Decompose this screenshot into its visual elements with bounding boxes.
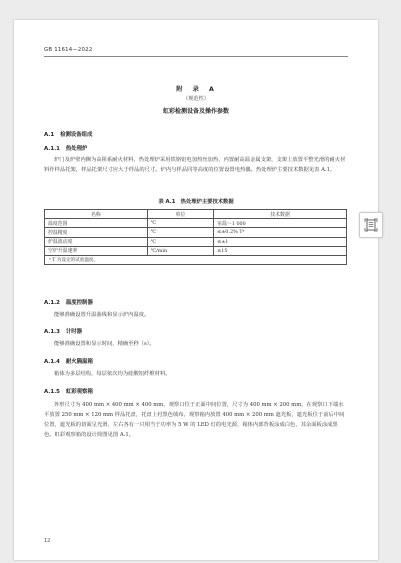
column-header: 单位 — [147, 210, 213, 219]
table-caption: 表 A.1 热处理炉主要技术数据 — [158, 199, 234, 205]
table-row — [45, 237, 347, 246]
section-number: A.1.4 — [44, 359, 60, 365]
paragraph-controller: 能够准确设置升温曲线和显示炉内温度。 — [54, 312, 150, 318]
table-footnote: ᵃ T 为设定的试验温度。 — [45, 255, 347, 264]
standard-code: GB 11614—2022 — [44, 47, 93, 53]
table-cell: ≤±0.2% Tᵃ — [214, 228, 347, 237]
table-cell: ℃ — [147, 237, 213, 246]
section-title: 温度控制器 — [65, 300, 93, 306]
table-cell: 空炉升温速率 — [45, 246, 148, 255]
table-cell: 温度范围 — [45, 219, 148, 228]
section-title: 热处理炉 — [65, 146, 88, 152]
document-scan-button[interactable] — [359, 212, 383, 238]
section-title: 检测设备组成 — [60, 132, 93, 138]
paragraph-insulation-box: 箱体为多层结构，每层依次均为硅酸铝纤维材料。 — [54, 371, 171, 377]
column-header: 名称 — [45, 210, 148, 219]
section-number: A.1.5 — [44, 389, 60, 395]
table-footnote-row — [45, 255, 347, 264]
table-cell: ℃/min — [147, 246, 213, 255]
section-title: 耐火隔温箱 — [65, 359, 93, 365]
section-a1-heading — [44, 130, 92, 138]
appendix-title: 附 录 A — [176, 86, 216, 93]
table-cell: 控温精度 — [45, 228, 148, 237]
table-cell: 室温～1 000 — [214, 219, 347, 228]
appendix-subject: 虹彩检测设备及操作参数 — [162, 108, 229, 115]
column-header: 技术数据 — [214, 210, 347, 219]
document-scan-icon — [364, 218, 378, 232]
section-number: A.1 — [44, 132, 55, 138]
table-header-row — [45, 210, 347, 219]
table-cell: ℃ — [147, 228, 213, 237]
appendix-type: （规范性） — [183, 96, 209, 102]
page-number: 12 — [44, 538, 51, 544]
table-row — [45, 219, 347, 228]
section-a15-heading — [44, 387, 93, 395]
section-number: A.1.1 — [44, 146, 60, 152]
section-number: A.1.3 — [44, 329, 60, 335]
section-a13-heading — [44, 327, 82, 335]
section-title: 计时器 — [65, 329, 83, 335]
table-row — [45, 246, 347, 255]
section-a12-heading — [44, 298, 93, 306]
paragraph-furnace: 炉门及炉壁内侧为高阻系耐火材料，热处理炉采用铁铬铝电加热丝加热，内置耐高温金属支架，支架上放置平整光滑的耐火材料作样品托架，样品托架尺寸应大于样品的尺寸。炉内与样品同等高度的位置设置电热偶。热处理炉主要技术数据见表 A.1。 — [44, 157, 346, 173]
paragraph-observation-box: 外形尺寸为 400 mm × 400 mm × 400 mm，观察口位于正面中间位置，尺寸为 400 mm × 200 mm，在观察口下端水平放置 250 mm × 120 mm 样品托盘，托盘上衬黑色绒布。观察箱内放置 400 mm × 200 mm 遮光板，遮光板位于前后中间位置，遮光板的切面呈光滑，左右各有一只相当于功率为 5 W 的 LED 灯的电光源，箱体内部背板涂成白色，其余面板涂成黑色。虹彩观察箱的设计简图见图 A.1。 — [44, 402, 345, 438]
section-a14-heading — [44, 357, 93, 365]
spec-table — [44, 209, 347, 265]
table-cell: ≤±1 — [214, 237, 347, 246]
paragraph-timer: 能够准确设置和显示时间，精确至秒（s）。 — [54, 341, 155, 347]
table-cell: ℃ — [147, 219, 213, 228]
section-number: A.1.2 — [44, 300, 60, 306]
table-cell: ≤15 — [214, 246, 347, 255]
table-row — [45, 228, 347, 237]
document-page — [14, 20, 378, 560]
section-a11-heading — [44, 144, 87, 152]
section-title: 虹彩观察箱 — [65, 389, 93, 395]
table-cell: 炉温波动度 — [45, 237, 148, 246]
header-rule — [44, 56, 348, 57]
